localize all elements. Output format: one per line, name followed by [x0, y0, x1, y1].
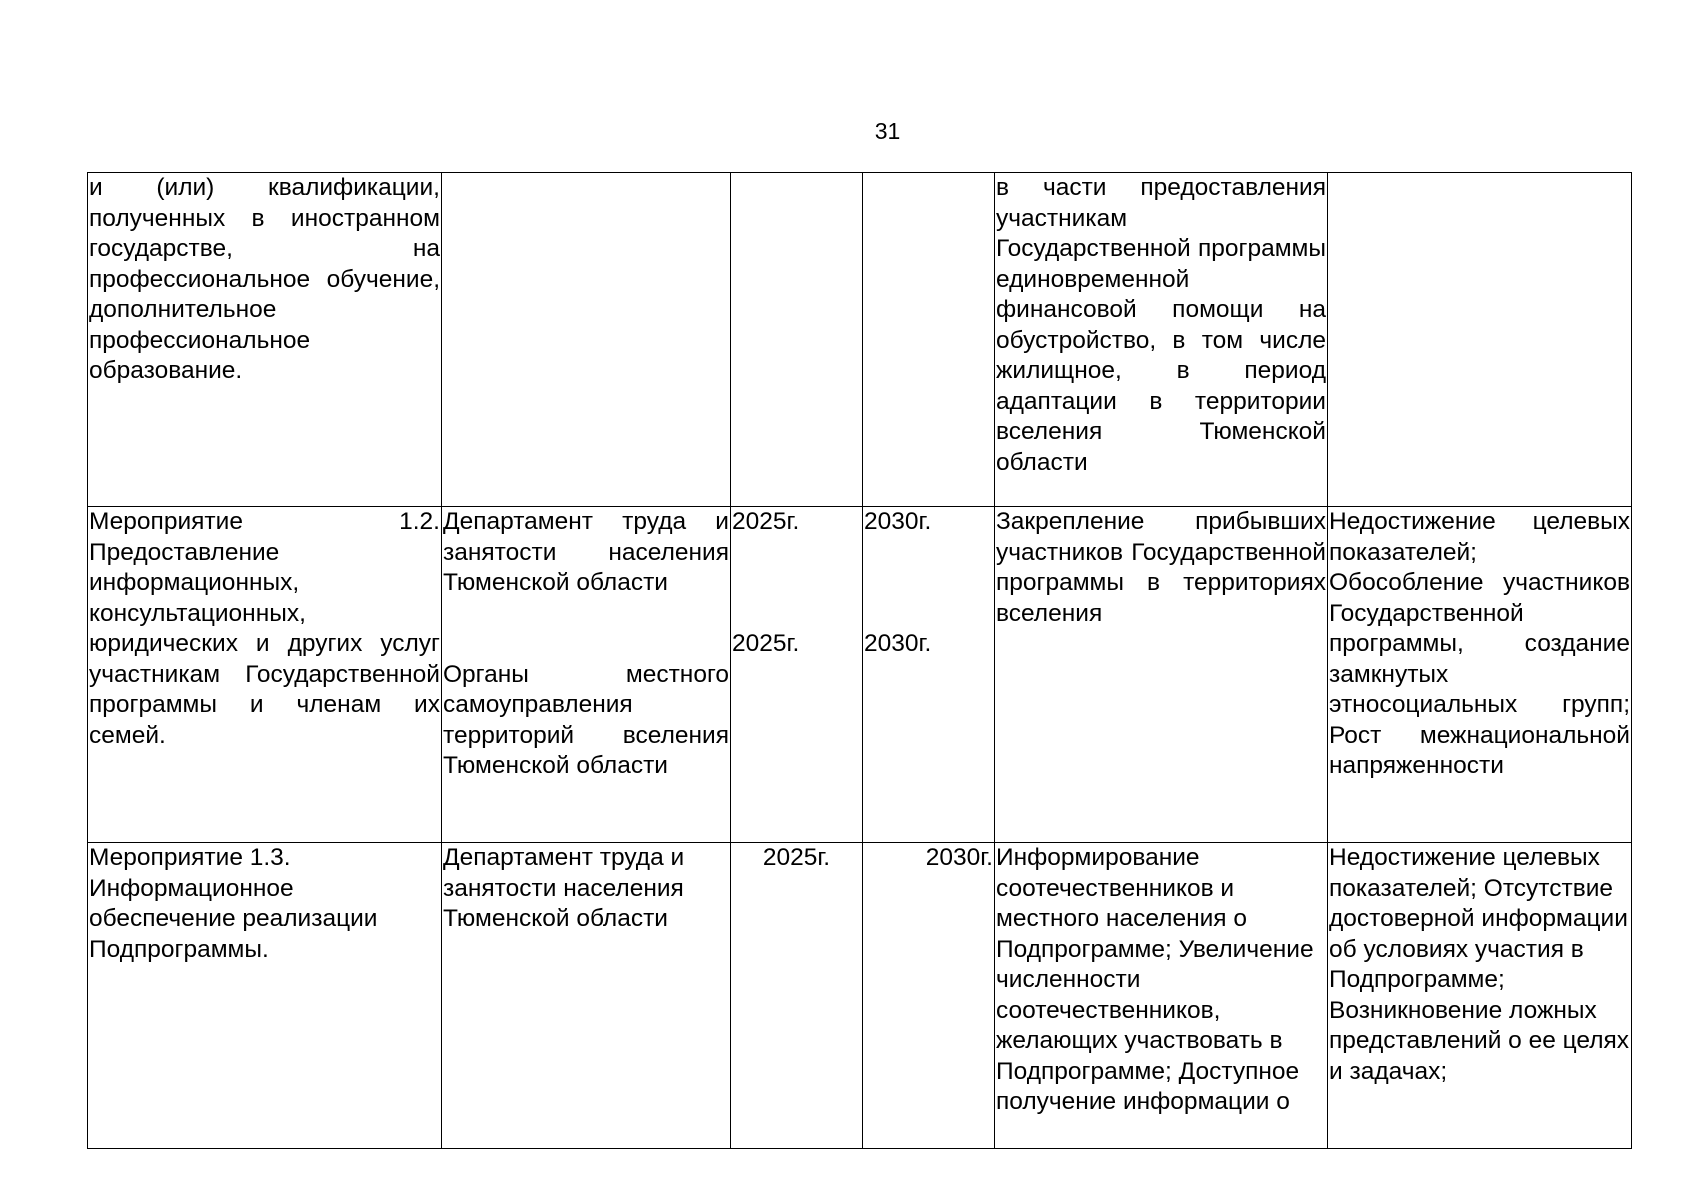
event-cell: и (или) квалификации, полученных в иностранном государстве, на профессиональное обучение, дополнительное профессиональное образование.: [88, 173, 442, 507]
start-year-1: 2025г.: [732, 508, 800, 535]
result-cell: Закрепление прибывших участников Государственной программы в территориях вселения: [995, 507, 1328, 843]
end-year-cell: [863, 507, 995, 843]
table-row: [88, 507, 1632, 843]
page-number: 31: [874, 118, 901, 144]
executor-cell: [442, 507, 731, 843]
start-year-cell: [731, 173, 863, 507]
event-cell: Мероприятие 1.3. Информационное обеспечение реализации Подпрограммы.: [88, 843, 442, 1149]
executor-cell: Департамент труда и занятости населения Тюменской области: [442, 843, 731, 1149]
executor-1: Департамент труда и занятости населения Тюменской области: [443, 508, 729, 596]
program-events-table: [87, 172, 1632, 1149]
start-year-2: 2025г.: [732, 629, 800, 657]
executor-2: Органы местного самоуправления территорий вселения Тюменской области: [443, 660, 729, 779]
risks-cell: Недостижение целевых показателей; Отсутствие достоверной информации об условиях участия в Подпрограмме; Возникновение ложных представлений о ее целях и задачах;: [1328, 843, 1632, 1149]
end-year-1: 2030г.: [864, 508, 932, 535]
table-row: [88, 173, 1632, 507]
end-year-2: 2030г.: [864, 629, 932, 657]
event-cell: Мероприятие 1.2. Предоставление информационных, консультационных, юридических и других услуг участникам Государственной программы и членам их семей.: [88, 507, 442, 843]
end-year-cell: 2030г.: [863, 843, 995, 1149]
start-year-cell: [731, 507, 863, 843]
end-year-cell: [863, 173, 995, 507]
start-year-cell: 2025г.: [731, 843, 863, 1149]
risks-cell: [1328, 173, 1632, 507]
table-row: [88, 843, 1632, 1149]
result-cell: в части предоставления участникам Государственной программы единовременной финансовой помощи на обустройство, в том числе жилищное, в период адаптации в территории вселения Тюменской области: [995, 173, 1328, 507]
executor-cell: [442, 173, 731, 507]
result-cell: Информирование соотечественников и местного населения о Подпрограмме; Увеличение численности соотечественников, желающих участвовать в Подпрограмме; Доступное получение информации о: [995, 843, 1328, 1149]
risks-cell: Недостижение целевых показателей; Обособление участников Государственной программы, создание замкнутых этносоциальных групп; Рост межнациональной напряженности: [1328, 507, 1632, 843]
